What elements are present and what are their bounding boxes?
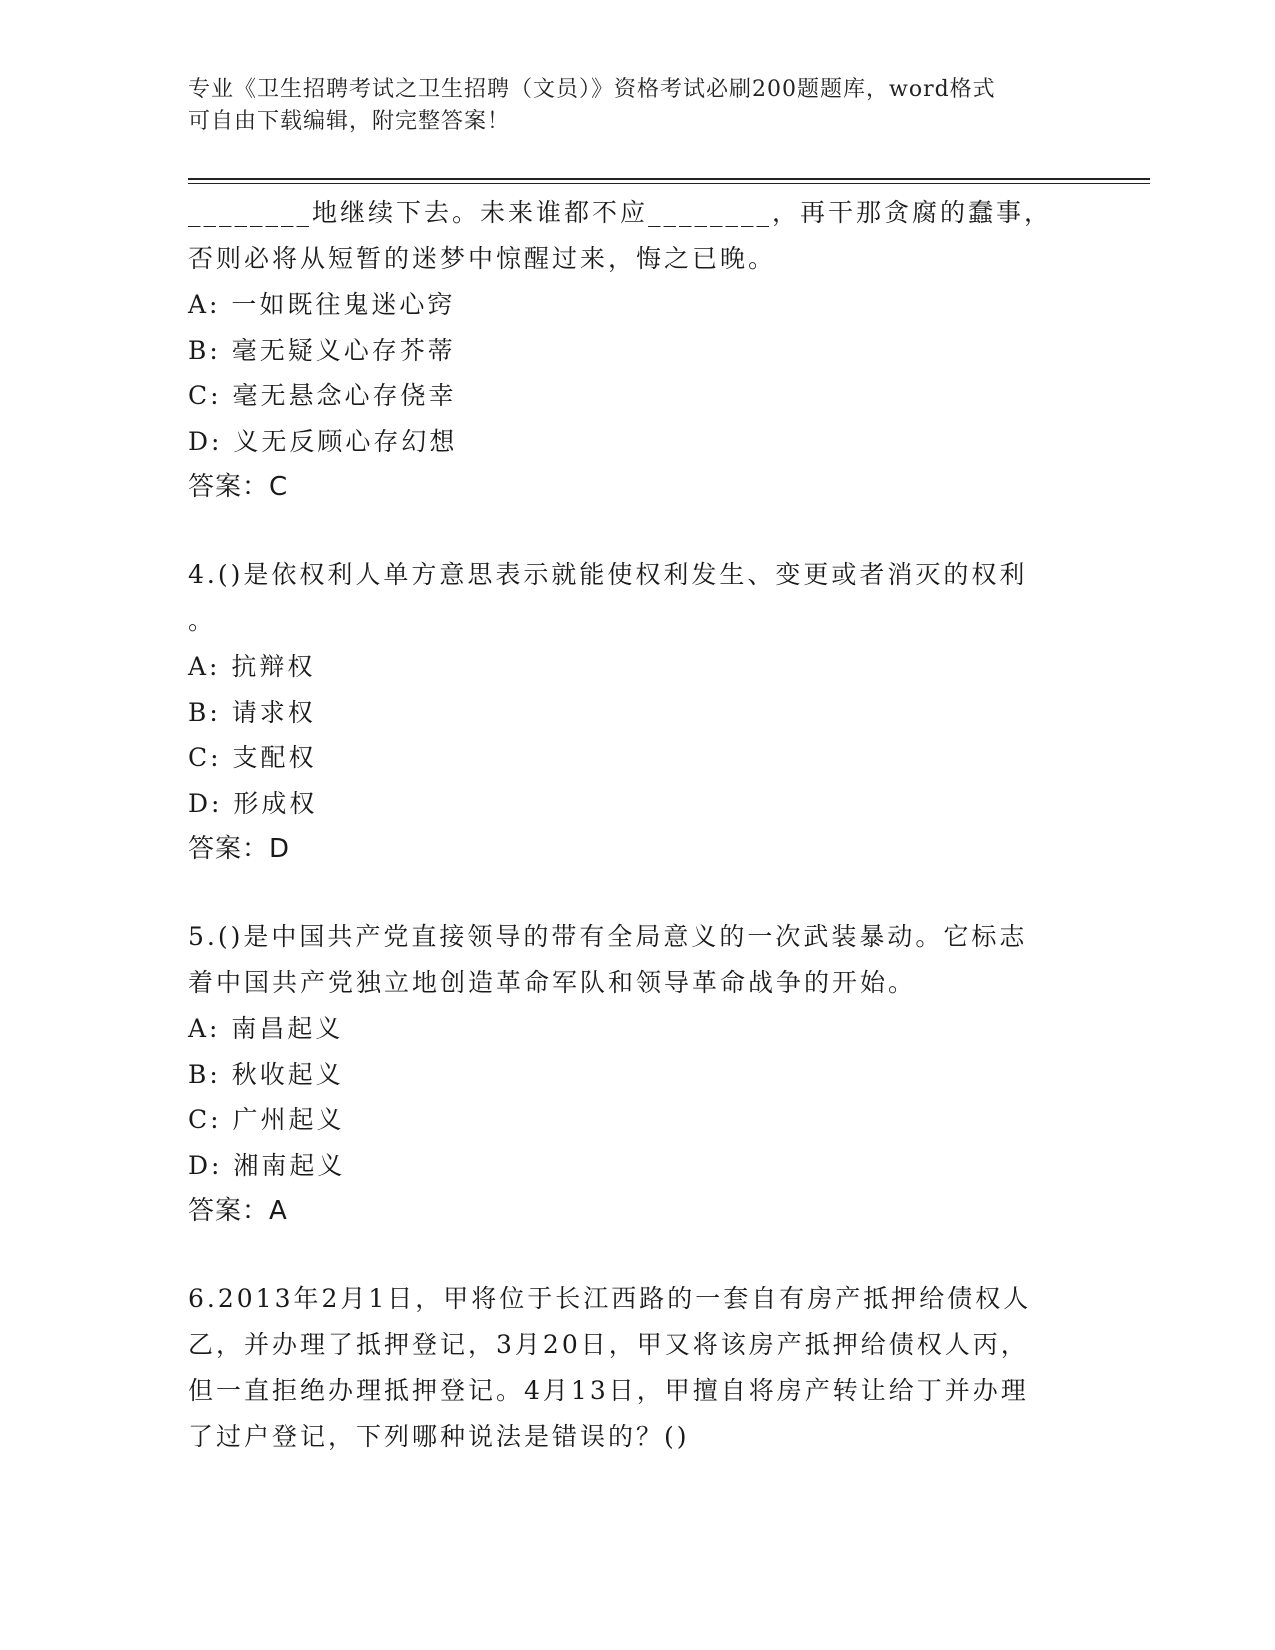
option-c: C: 支配权 <box>188 743 317 772</box>
document-header <box>188 74 1068 138</box>
header-line-2: 可自由下载编辑，附完整答案！ <box>188 109 511 134</box>
question-text-line: 5.()是中国共产党直接领导的带有全局意义的一次武装暴动。它标志 <box>188 922 1028 951</box>
question-3 <box>188 190 1068 510</box>
question-4 <box>188 552 1068 872</box>
option-d: D: 湘南起义 <box>188 1150 346 1180</box>
question-6 <box>188 1276 1068 1460</box>
answer: 答案：C <box>188 472 289 502</box>
question-text-line: ________地继续下去。未来谁都不应________，再干那贪腐的蠢事， <box>188 198 1053 227</box>
question-text-line: 了过户登记，下列哪种说法是错误的？() <box>188 1422 690 1451</box>
option-c: C: 毫无悬念心存侥幸 <box>188 381 457 410</box>
option-a: A: 抗辩权 <box>188 652 316 681</box>
question-list <box>188 190 1068 1460</box>
question-text-line: 4.()是依权利人单方意思表示就能使权利发生、变更或者消灭的权利 <box>188 560 1028 589</box>
question-text-line: 否则必将从短暂的迷梦中惊醒过来，悔之已晚。 <box>188 244 777 273</box>
answer: 答案：D <box>188 834 291 864</box>
header-divider-thick <box>188 178 1150 180</box>
question-text-line: 但一直拒绝办理抵押登记。4月13日，甲擅自将房产转让给丁并办理 <box>188 1376 1029 1405</box>
option-b: B: 请求权 <box>188 697 316 727</box>
question-5 <box>188 914 1068 1234</box>
option-b: B: 毫无疑义心存芥蒂 <box>188 335 456 365</box>
option-a: A: 南昌起义 <box>188 1014 344 1043</box>
header-divider-thin <box>188 183 1150 184</box>
option-d: D: 义无反顾心存幻想 <box>188 426 458 456</box>
answer: 答案：A <box>188 1196 288 1226</box>
option-a: A: 一如既往鬼迷心窍 <box>188 290 456 319</box>
option-d: D: 形成权 <box>188 788 318 818</box>
question-text-line: 乙，并办理了抵押登记，3月20日，甲又将该房产抵押给债权人丙， <box>188 1330 1029 1359</box>
question-text-line: 。 <box>188 606 217 635</box>
question-text-line: 着中国共产党独立地创造革命军队和领导革命战争的开始。 <box>188 968 917 997</box>
option-c: C: 广州起义 <box>188 1105 345 1134</box>
header-line-1: 专业《卫生招聘考试之卫生招聘（文员）》资格考试必刷200题题库，word格式 <box>188 77 996 102</box>
option-b: B: 秋收起义 <box>188 1059 344 1089</box>
question-text-line: 6.2013年2月1日，甲将位于长江西路的一套自有房产抵押给债权人 <box>188 1284 1032 1313</box>
